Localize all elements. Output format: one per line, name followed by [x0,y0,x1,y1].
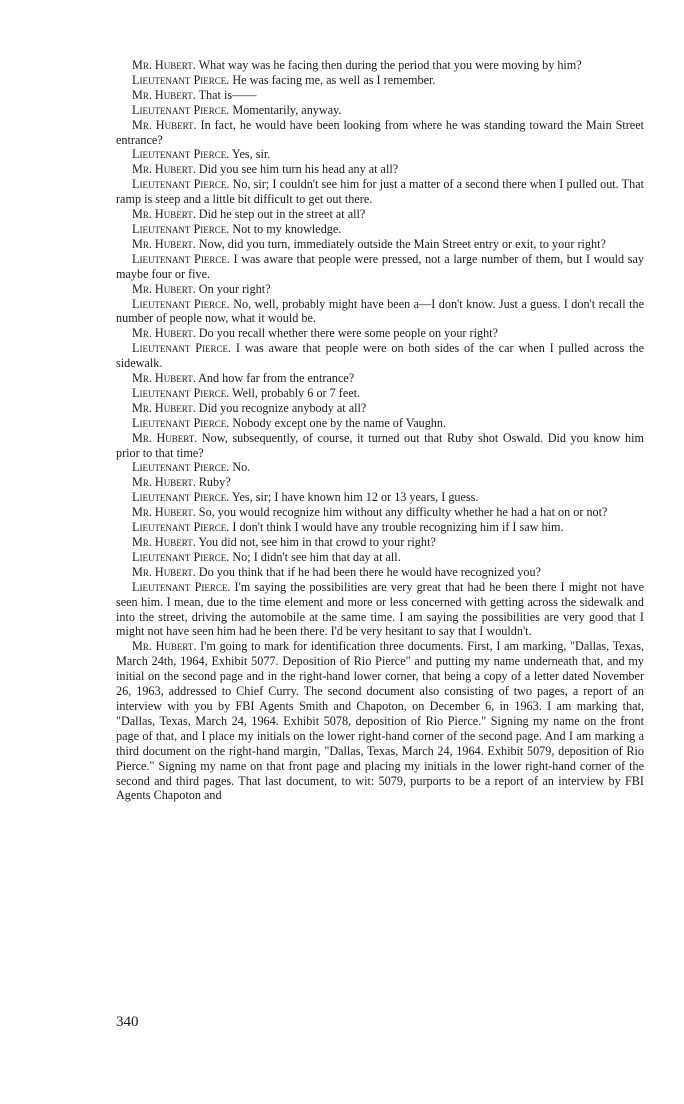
paragraph-text: Did you recognize anybody at all? [198,400,367,415]
speaker-label: Mr. Hubert. [132,281,196,296]
transcript-paragraph [116,416,644,431]
transcript-paragraph [116,580,644,640]
transcript-paragraph [116,297,644,327]
transcript-paragraph [116,222,644,237]
speaker-label: Mr. Hubert. [132,87,196,102]
speaker-label: Mr. Hubert. [132,58,196,72]
paragraph-text: No. [232,460,251,475]
speaker-label: Lieutenant Pierce. [132,296,230,311]
transcript-paragraph [116,88,644,103]
speaker-label: Mr. Hubert. [132,639,197,654]
transcript-paragraph [116,177,644,207]
transcript-paragraph [116,639,644,803]
paragraph-text: That is—— [198,87,257,102]
transcript-paragraph [116,252,644,282]
speaker-label: Mr. Hubert. [132,475,196,490]
transcript-paragraph [116,565,644,580]
transcript-paragraph [116,386,644,401]
speaker-label: Lieutenant Pierce. [132,549,230,564]
transcript-paragraph [116,207,644,222]
transcript-paragraph [116,162,644,177]
speaker-label: Lieutenant Pierce. [132,579,231,594]
paragraph-text: Well, probably 6 or 7 feet. [232,385,361,400]
transcript-paragraph [116,103,644,118]
transcript-paragraph [116,118,644,148]
transcript-paragraph [116,520,644,535]
transcript-paragraph [116,237,644,252]
paragraph-text: You did not, see him in that crowd to your right? [198,535,436,549]
paragraph-text: Not to my knowledge. [232,221,342,236]
transcript-body [116,58,644,803]
transcript-paragraph [116,475,644,490]
speaker-label: Mr. Hubert. [132,564,196,579]
paragraph-text: Do you think that if he had been there he would have recognized you? [198,564,541,579]
paragraph-text: He was facing me, as well as I remember. [232,72,436,87]
speaker-label: Lieutenant Pierce. [132,341,232,356]
transcript-paragraph [116,505,644,520]
transcript-paragraph [116,550,644,565]
paragraph-text: In fact, he would have been looking from where he was standing toward the Main Street entrance? [116,117,645,147]
speaker-label: Lieutenant Pierce. [132,415,230,430]
speaker-label: Lieutenant Pierce. [132,147,230,162]
speaker-label: Lieutenant Pierce. [132,490,230,505]
paragraph-text: And how far from the entrance? [198,371,355,386]
speaker-label: Mr. Hubert. [132,207,196,222]
transcript-paragraph [116,282,644,297]
paragraph-text: Nobody except one by the name of Vaughn. [232,415,447,430]
transcript-paragraph [116,341,644,371]
paragraph-text: I'm going to mark for identification three documents. First, I am marking, "Dallas, Texas, March 24th, 1964, Exhibit 5077. Deposition of Rio Pierce" and putting my name underneath that, and my initial on the second page and in the right-hand lower corner, that being a copy of a letter dated November 26, 1963, addressed to Chief Curry. The second document also consisting of two pages, a report of an interview with you by FBI Agents Smith and Chapoton, on December 6, in 1963. I am marking that, "Dallas, Texas, March 24, 1964. Exhibit 5078, deposition of Rio Pierce." Signing my name on the front page of that, and I place my initials on the lower right-hand corner of the second page. And I am marking a third document on the right-hand margin, "Dallas, Texas, March 24, 1964. Exhibit 5079, deposition of Rio Pierce." Signing my name on that front page and placing my initials in the lower right-hand corner of the second and third pages. That last document, to wit: 5079, purports to be a report of an interview by FBI Agents Chapoton and [116,639,644,803]
speaker-label: Mr. Hubert. [132,400,196,415]
transcript-paragraph [116,460,644,475]
speaker-label: Lieutenant Pierce. [132,177,230,192]
paragraph-text: Now, subsequently, of course, it turned out that Ruby shot Oswald. Did you know him prior to that time? [116,430,644,460]
paragraph-text: I was aware that people were on both sides of the car when I pulled across the sidewalk. [116,341,644,371]
speaker-label: Lieutenant Pierce. [132,221,230,236]
speaker-label: Lieutenant Pierce. [132,102,230,117]
paragraph-text: No, well, probably might have been a—I don't know. Just a guess. I don't recall the number of people now, what it would be. [116,296,645,326]
paragraph-text: No; I didn't see him that day at all. [232,549,401,564]
speaker-label: Lieutenant Pierce. [132,520,230,535]
transcript-paragraph [116,401,644,416]
speaker-label: Mr. Hubert. [132,236,196,251]
paragraph-text: I don't think I would have any trouble recognizing him if I saw him. [232,520,564,535]
paragraph-text: On your right? [198,281,271,296]
paragraph-text: No, sir; I couldn't see him for just a matter of a second there when I pulled out. That ramp is steep and a little bit difficult to get out there. [116,177,644,207]
speaker-label: Mr. Hubert. [132,371,196,386]
transcript-paragraph [116,73,644,88]
paragraph-text: Do you recall whether there were some people on your right? [198,326,498,341]
speaker-label: Mr. Hubert. [132,535,196,549]
speaker-label: Mr. Hubert. [132,505,196,520]
speaker-label: Mr. Hubert. [132,117,197,132]
paragraph-text: Momentarily, anyway. [232,102,342,117]
speaker-label: Lieutenant Pierce. [132,72,230,87]
paragraph-text: Did he step out in the street at all? [198,207,366,222]
speaker-label: Lieutenant Pierce. [132,460,230,475]
transcript-paragraph [116,326,644,341]
paragraph-text: So, you would recognize him without any difficulty whether he had a hat on or not? [198,505,608,520]
speaker-label: Lieutenant Pierce. [132,385,230,400]
speaker-label: Mr. Hubert. [132,162,196,177]
speaker-label: Mr. Hubert. [132,430,198,445]
paragraph-text: Yes, sir. [231,147,271,162]
page-number: 340 [116,1014,139,1030]
transcript-paragraph [116,431,644,461]
transcript-paragraph [116,490,644,505]
paragraph-text: Ruby? [198,475,231,490]
paragraph-text: Now, did you turn, immediately outside the Main Street entry or exit, to your right? [198,236,606,251]
speaker-label: Lieutenant Pierce. [132,251,230,266]
paragraph-text: What way was he facing then during the period that you were moving by him? [198,58,582,72]
speaker-label: Mr. Hubert. [132,326,196,341]
paragraph-text: I was aware that people were pressed, not a large number of them, but I would say maybe four or five. [116,251,645,281]
transcript-paragraph [116,58,644,73]
transcript-paragraph [116,371,644,386]
paragraph-text: I'm saying the possibilities are very great that had he been there I might not have seen him. I mean, due to the time element and more or less concerned with getting across the sidewalk and into the street, driving the automobile at the same time. I am saying the possibilities are very good that I might not have seen him had he been there. I'd be very hesitant to say that I wouldn't. [116,579,645,639]
transcript-paragraph [116,147,644,162]
paragraph-text: Did you see him turn his head any at all? [198,162,399,177]
paragraph-text: Yes, sir; I have known him 12 or 13 years, I guess. [231,490,479,505]
transcript-paragraph [116,535,644,550]
